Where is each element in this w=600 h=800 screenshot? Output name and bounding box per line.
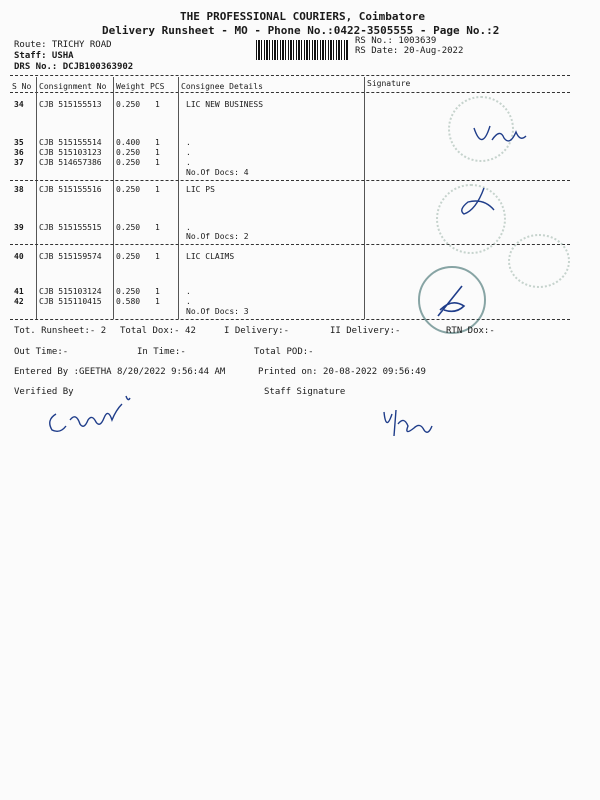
row-pcs: 1 [155,287,160,296]
row-sno: 35 [14,138,24,147]
row-sno: 39 [14,223,24,232]
row-details: . [186,287,191,296]
row-pcs: 1 [155,297,160,306]
row-details: . [186,297,191,306]
row-details: LIC CLAIMS [186,252,235,261]
docs-count: No.Of Docs: 4 [186,168,249,177]
entered-by: Entered By :GEETHA 8/20/2022 9:56:44 AM [14,367,226,377]
divider [10,92,570,93]
docs-count: No.Of Docs: 3 [186,307,249,316]
row-sno: 41 [14,287,24,296]
col-header-sno: S No [12,82,32,91]
row-weight: 0.250 [116,223,141,232]
row-details: . [186,158,191,167]
row-weight: 0.250 [116,252,141,261]
company-name: THE PROFESSIONAL COURIERS, Coimbatore [180,10,426,23]
table-bottom-divider [10,319,570,320]
row-weight: 0.250 [116,100,141,109]
column-line [178,77,179,319]
drs-number: DRS No.: DCJB100363902 [14,62,134,72]
staff-signature [380,406,436,440]
total-dox: Total Dox:- 42 [120,326,196,336]
runsheet-title: Delivery Runsheet - MO - Phone No.:0422-3505555 - Page No.:2 [102,24,500,37]
printed-on: Printed on: 20-08-2022 09:56:49 [258,367,426,377]
row-sno: 42 [14,297,24,306]
row-weight: 0.250 [116,287,141,296]
verified-by-label: Verified By [14,387,74,397]
office-stamp [508,234,570,288]
in-time: In Time:- [137,347,186,357]
row-details: LIC PS [186,185,215,194]
row-sno: 37 [14,158,24,167]
col-header-consignment: Consignment No [39,82,107,91]
row-consignment: CJB 515155516 [39,185,102,194]
row-weight: 0.580 [116,297,141,306]
row-details: . [186,223,191,232]
row-consignment: CJB 515103123 [39,148,102,157]
row-pcs: 1 [155,223,160,232]
row-pcs: 1 [155,100,160,109]
staff-label: Staff: USHA [14,51,74,61]
rtn-dox: RTN Dox:- [446,326,495,336]
recipient-signature [454,186,502,222]
row-sno: 34 [14,100,24,109]
row-details: . [186,148,191,157]
row-weight: 0.400 [116,138,141,147]
rs-date: RS Date: 20-Aug-2022 [355,46,464,56]
row-weight: 0.250 [116,158,141,167]
column-line [36,77,37,319]
row-consignment: CJB 515159574 [39,252,102,261]
row-consignment: CJB 514657386 [39,158,102,167]
row-sno: 40 [14,252,24,261]
row-consignment: CJB 515110415 [39,297,102,306]
group-divider [10,180,570,181]
row-pcs: 1 [155,138,160,147]
row-pcs: 1 [155,185,160,194]
row-pcs: 1 [155,148,160,157]
row-weight: 0.250 [116,148,141,157]
row-consignment: CJB 515103124 [39,287,102,296]
tot-runsheet: Tot. Runsheet:- 2 [14,326,107,336]
barcode [256,40,348,60]
row-sno: 38 [14,185,24,194]
col-header-weight: Weight [116,82,145,91]
ii-delivery: II Delivery:- [330,326,401,336]
verifier-signature [42,390,138,436]
row-details: . [186,138,191,147]
row-details: LIC NEW BUSINESS [186,100,264,109]
column-line [113,77,114,319]
col-header-signature: Signature [367,79,411,88]
staff-signature-label: Staff Signature [264,387,346,397]
row-pcs: 1 [155,252,160,261]
route-label: Route: TRICHY ROAD [14,40,112,50]
total-pod: Total POD:- [254,347,314,357]
row-sno: 36 [14,148,24,157]
row-consignment: CJB 515155515 [39,223,102,232]
i-delivery: I Delivery:- [224,326,290,336]
row-consignment: CJB 515155514 [39,138,102,147]
col-header-pcs: PCS [150,82,165,91]
row-pcs: 1 [155,158,160,167]
column-line [364,77,365,319]
col-header-consignee: Consignee Details [181,82,263,91]
out-time: Out Time:- [14,347,69,357]
row-weight: 0.250 [116,185,141,194]
rs-number: RS No.: 1003639 [355,36,437,46]
divider [10,75,570,76]
recipient-signature [432,280,472,320]
recipient-signature [470,118,530,154]
row-consignment: CJB 515155513 [39,100,102,109]
docs-count: No.Of Docs: 2 [186,232,249,241]
